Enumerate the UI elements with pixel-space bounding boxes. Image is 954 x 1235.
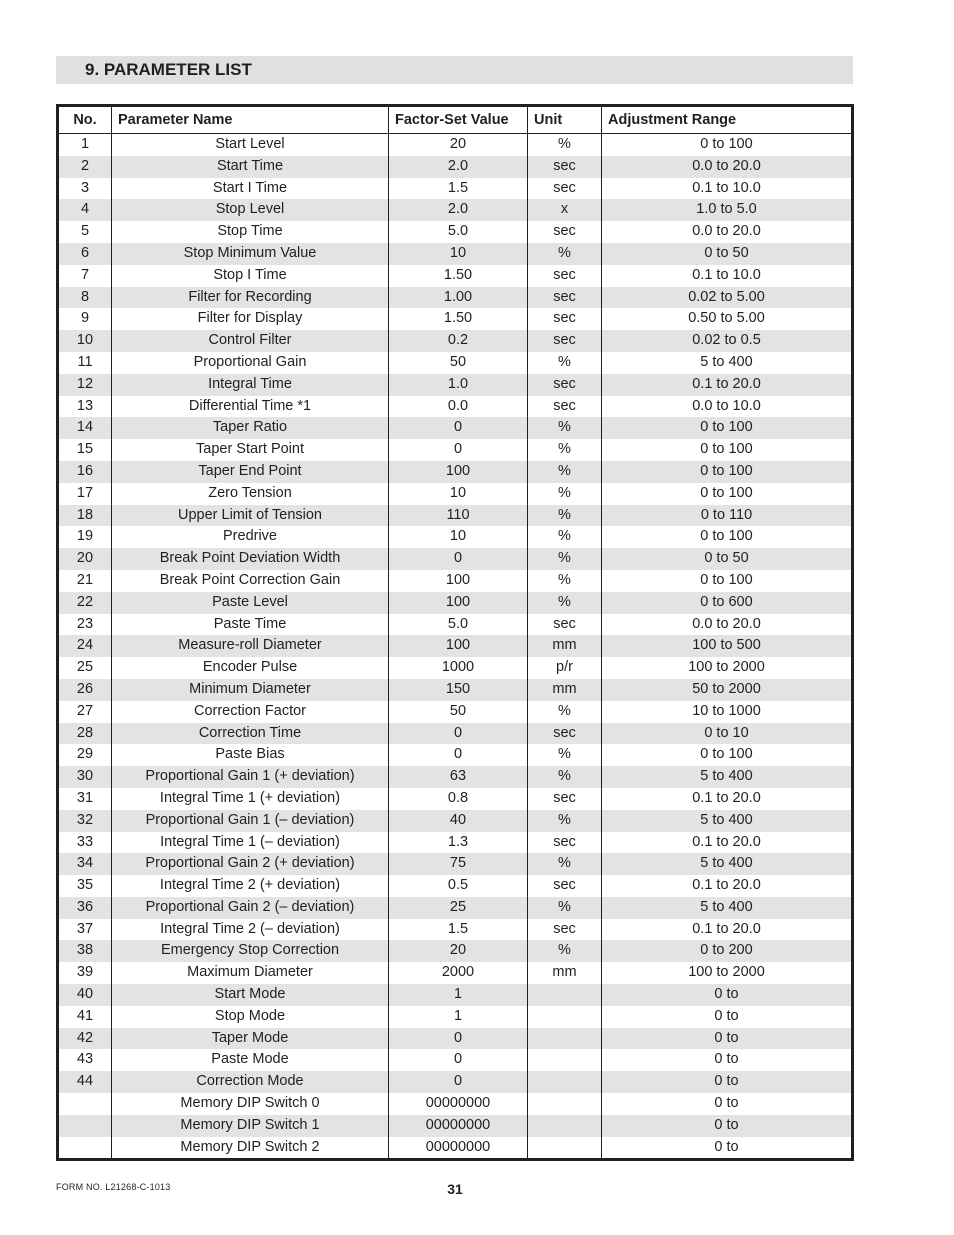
cell-adjustment-range: 50 to 2000 [602,679,853,701]
cell-no: 1 [58,134,112,156]
cell-parameter-name: Stop Mode [112,1006,389,1028]
table-row [58,134,853,156]
cell-parameter-name: Maximum Diameter [112,962,389,984]
cell-factor-set-value: 63 [389,766,528,788]
header-unit: Unit [528,106,602,134]
table-row [58,330,853,352]
cell-parameter-name: Start I Time [112,178,389,200]
cell-no: 14 [58,417,112,439]
cell-unit: % [528,744,602,766]
cell-parameter-name: Differential Time *1 [112,396,389,418]
cell-adjustment-range: 0.0 to 20.0 [602,221,853,243]
cell-no: 28 [58,723,112,745]
cell-unit: sec [528,832,602,854]
cell-no: 42 [58,1028,112,1050]
table-row [58,417,853,439]
header-no: No. [58,106,112,134]
cell-parameter-name: Start Level [112,134,389,156]
table-row [58,265,853,287]
table-row [58,1071,853,1093]
cell-unit [528,1137,602,1160]
cell-no: 8 [58,287,112,309]
cell-unit: sec [528,396,602,418]
cell-factor-set-value: 0 [389,1049,528,1071]
cell-parameter-name: Correction Mode [112,1071,389,1093]
cell-adjustment-range: 5 to 400 [602,810,853,832]
cell-factor-set-value: 00000000 [389,1115,528,1137]
cell-parameter-name: Correction Time [112,723,389,745]
cell-factor-set-value: 1 [389,1006,528,1028]
cell-adjustment-range: 0.1 to 10.0 [602,178,853,200]
cell-unit: sec [528,374,602,396]
cell-factor-set-value: 1.5 [389,919,528,941]
cell-no: 30 [58,766,112,788]
table-row [58,592,853,614]
cell-unit [528,1093,602,1115]
table-row [58,1093,853,1115]
cell-factor-set-value: 110 [389,505,528,527]
cell-parameter-name: Zero Tension [112,483,389,505]
table-row [58,984,853,1006]
cell-adjustment-range: 0.02 to 5.00 [602,287,853,309]
cell-parameter-name: Memory DIP Switch 2 [112,1137,389,1160]
cell-no: 41 [58,1006,112,1028]
cell-no: 27 [58,701,112,723]
cell-adjustment-range: 5 to 400 [602,897,853,919]
cell-no: 16 [58,461,112,483]
cell-unit [528,1115,602,1137]
cell-no: 18 [58,505,112,527]
table-row [58,178,853,200]
cell-adjustment-range: 0.1 to 10.0 [602,265,853,287]
cell-factor-set-value: 2000 [389,962,528,984]
table-row [58,940,853,962]
cell-no: 35 [58,875,112,897]
cell-no: 21 [58,570,112,592]
cell-unit: % [528,505,602,527]
form-number: FORM NO. L21268-C-1013 [56,1182,171,1192]
cell-parameter-name: Paste Level [112,592,389,614]
cell-unit: sec [528,178,602,200]
cell-parameter-name: Taper Ratio [112,417,389,439]
cell-parameter-name: Upper Limit of Tension [112,505,389,527]
cell-unit: % [528,526,602,548]
cell-adjustment-range: 0 to 50 [602,548,853,570]
cell-adjustment-range: 0 to [602,1006,853,1028]
cell-adjustment-range: 0.0 to 20.0 [602,156,853,178]
cell-factor-set-value: 10 [389,483,528,505]
cell-factor-set-value: 50 [389,352,528,374]
cell-unit: sec [528,221,602,243]
cell-parameter-name: Memory DIP Switch 0 [112,1093,389,1115]
cell-adjustment-range: 0.1 to 20.0 [602,788,853,810]
cell-unit: % [528,570,602,592]
section-title: 9. PARAMETER LIST [56,56,853,84]
table-row [58,1137,853,1160]
cell-unit: % [528,134,602,156]
cell-no [58,1115,112,1137]
cell-unit [528,1071,602,1093]
cell-parameter-name: Break Point Deviation Width [112,548,389,570]
cell-no: 43 [58,1049,112,1071]
table-row [58,701,853,723]
cell-factor-set-value: 1.50 [389,308,528,330]
cell-unit: sec [528,156,602,178]
cell-adjustment-range: 0 to [602,1049,853,1071]
cell-adjustment-range: 0 to 10 [602,723,853,745]
cell-unit: sec [528,788,602,810]
cell-parameter-name: Taper End Point [112,461,389,483]
cell-unit: sec [528,265,602,287]
cell-no: 19 [58,526,112,548]
cell-parameter-name: Integral Time 2 (+ deviation) [112,875,389,897]
cell-unit: % [528,940,602,962]
table-row [58,308,853,330]
cell-adjustment-range: 0 to 110 [602,505,853,527]
cell-unit: % [528,483,602,505]
cell-no: 23 [58,614,112,636]
table-row [58,396,853,418]
cell-factor-set-value: 0 [389,548,528,570]
cell-unit: x [528,199,602,221]
cell-parameter-name: Break Point Correction Gain [112,570,389,592]
cell-factor-set-value: 0 [389,417,528,439]
table-row [58,156,853,178]
cell-unit: % [528,701,602,723]
cell-no [58,1093,112,1115]
cell-adjustment-range: 0.0 to 20.0 [602,614,853,636]
cell-no: 20 [58,548,112,570]
cell-unit: mm [528,635,602,657]
cell-factor-set-value: 1.00 [389,287,528,309]
cell-no: 40 [58,984,112,1006]
cell-unit: p/r [528,657,602,679]
cell-no: 37 [58,919,112,941]
table-row [58,766,853,788]
table-row [58,439,853,461]
table-row [58,526,853,548]
cell-parameter-name: Stop Time [112,221,389,243]
cell-parameter-name: Taper Start Point [112,439,389,461]
cell-unit: % [528,592,602,614]
cell-factor-set-value: 0.5 [389,875,528,897]
cell-unit [528,1049,602,1071]
cell-factor-set-value: 0.8 [389,788,528,810]
cell-parameter-name: Stop I Time [112,265,389,287]
cell-factor-set-value: 5.0 [389,614,528,636]
cell-parameter-name: Correction Factor [112,701,389,723]
cell-adjustment-range: 5 to 400 [602,352,853,374]
cell-factor-set-value: 2.0 [389,156,528,178]
cell-no: 39 [58,962,112,984]
table-row [58,875,853,897]
cell-no: 15 [58,439,112,461]
cell-no: 29 [58,744,112,766]
cell-no: 6 [58,243,112,265]
cell-no: 25 [58,657,112,679]
cell-adjustment-range: 0 to 100 [602,417,853,439]
table-row [58,548,853,570]
cell-parameter-name: Emergency Stop Correction [112,940,389,962]
cell-factor-set-value: 10 [389,243,528,265]
cell-no [58,1137,112,1160]
cell-parameter-name: Taper Mode [112,1028,389,1050]
cell-parameter-name: Integral Time 1 (– deviation) [112,832,389,854]
cell-parameter-name: Integral Time 2 (– deviation) [112,919,389,941]
table-row [58,505,853,527]
cell-factor-set-value: 0.2 [389,330,528,352]
cell-factor-set-value: 50 [389,701,528,723]
cell-unit [528,984,602,1006]
cell-adjustment-range: 100 to 2000 [602,962,853,984]
cell-adjustment-range: 0.1 to 20.0 [602,919,853,941]
cell-no: 22 [58,592,112,614]
cell-unit: sec [528,919,602,941]
table-row [58,221,853,243]
cell-parameter-name: Start Time [112,156,389,178]
cell-factor-set-value: 0 [389,1028,528,1050]
cell-parameter-name: Paste Mode [112,1049,389,1071]
cell-no: 5 [58,221,112,243]
cell-parameter-name: Predrive [112,526,389,548]
table-row [58,374,853,396]
cell-no: 24 [58,635,112,657]
cell-adjustment-range: 0 to 100 [602,134,853,156]
cell-unit: % [528,439,602,461]
cell-parameter-name: Measure-roll Diameter [112,635,389,657]
cell-adjustment-range: 0 to [602,1137,853,1160]
cell-no: 10 [58,330,112,352]
cell-no: 36 [58,897,112,919]
table-row [58,635,853,657]
cell-no: 2 [58,156,112,178]
cell-unit: % [528,243,602,265]
cell-adjustment-range: 0.50 to 5.00 [602,308,853,330]
cell-unit: sec [528,614,602,636]
cell-adjustment-range: 0.0 to 10.0 [602,396,853,418]
cell-factor-set-value: 00000000 [389,1093,528,1115]
cell-adjustment-range: 0 to 100 [602,744,853,766]
cell-factor-set-value: 00000000 [389,1137,528,1160]
cell-factor-set-value: 100 [389,592,528,614]
cell-factor-set-value: 1.3 [389,832,528,854]
cell-factor-set-value: 20 [389,940,528,962]
cell-adjustment-range: 0 to 600 [602,592,853,614]
cell-adjustment-range: 0 to [602,1093,853,1115]
cell-adjustment-range: 0 to 200 [602,940,853,962]
cell-no: 17 [58,483,112,505]
cell-adjustment-range: 0 to 50 [602,243,853,265]
cell-adjustment-range: 10 to 1000 [602,701,853,723]
cell-adjustment-range: 0 to [602,1071,853,1093]
cell-unit: mm [528,679,602,701]
cell-unit: mm [528,962,602,984]
cell-unit: % [528,766,602,788]
table-row [58,1115,853,1137]
cell-unit: sec [528,308,602,330]
table-row [58,199,853,221]
cell-no: 33 [58,832,112,854]
header-factor-set-value: Factor-Set Value [389,106,528,134]
cell-no: 7 [58,265,112,287]
cell-factor-set-value: 5.0 [389,221,528,243]
table-header-row [58,106,853,134]
cell-no: 13 [58,396,112,418]
cell-unit: sec [528,875,602,897]
cell-parameter-name: Filter for Recording [112,287,389,309]
cell-factor-set-value: 75 [389,853,528,875]
cell-parameter-name: Stop Minimum Value [112,243,389,265]
cell-parameter-name: Start Mode [112,984,389,1006]
cell-unit: % [528,853,602,875]
table-row [58,1006,853,1028]
table-row [58,1049,853,1071]
table-row [58,744,853,766]
cell-unit: % [528,461,602,483]
cell-factor-set-value: 25 [389,897,528,919]
cell-no: 31 [58,788,112,810]
table-row [58,962,853,984]
cell-parameter-name: Control Filter [112,330,389,352]
cell-factor-set-value: 1.0 [389,374,528,396]
cell-unit: % [528,548,602,570]
cell-parameter-name: Filter for Display [112,308,389,330]
table-row [58,614,853,636]
cell-factor-set-value: 0 [389,723,528,745]
cell-parameter-name: Proportional Gain 1 (+ deviation) [112,766,389,788]
header-parameter-name: Parameter Name [112,106,389,134]
cell-parameter-name: Minimum Diameter [112,679,389,701]
cell-adjustment-range: 0 to [602,1115,853,1137]
cell-factor-set-value: 0.0 [389,396,528,418]
cell-parameter-name: Proportional Gain [112,352,389,374]
table-row [58,810,853,832]
cell-adjustment-range: 0 to 100 [602,570,853,592]
cell-factor-set-value: 100 [389,570,528,592]
cell-no: 44 [58,1071,112,1093]
cell-adjustment-range: 0 to 100 [602,483,853,505]
cell-no: 38 [58,940,112,962]
cell-adjustment-range: 0.1 to 20.0 [602,374,853,396]
page-number: 31 [447,1181,463,1197]
cell-unit: % [528,352,602,374]
cell-factor-set-value: 40 [389,810,528,832]
table-row [58,832,853,854]
cell-factor-set-value: 10 [389,526,528,548]
cell-no: 12 [58,374,112,396]
cell-adjustment-range: 5 to 400 [602,766,853,788]
cell-adjustment-range: 0 to 100 [602,461,853,483]
cell-no: 3 [58,178,112,200]
cell-no: 32 [58,810,112,832]
cell-parameter-name: Proportional Gain 2 (+ deviation) [112,853,389,875]
cell-parameter-name: Encoder Pulse [112,657,389,679]
cell-unit: % [528,417,602,439]
cell-unit [528,1028,602,1050]
cell-factor-set-value: 20 [389,134,528,156]
cell-unit: % [528,897,602,919]
table-row [58,352,853,374]
cell-parameter-name: Stop Level [112,199,389,221]
cell-unit [528,1006,602,1028]
cell-parameter-name: Paste Time [112,614,389,636]
table-row [58,287,853,309]
cell-no: 9 [58,308,112,330]
cell-factor-set-value: 100 [389,461,528,483]
cell-unit: sec [528,330,602,352]
cell-factor-set-value: 1.50 [389,265,528,287]
table-row [58,853,853,875]
table-row [58,657,853,679]
cell-parameter-name: Integral Time 1 (+ deviation) [112,788,389,810]
cell-adjustment-range: 0 to [602,1028,853,1050]
cell-no: 34 [58,853,112,875]
table-row [58,461,853,483]
table-row [58,679,853,701]
cell-adjustment-range: 0 to [602,984,853,1006]
cell-factor-set-value: 0 [389,1071,528,1093]
cell-adjustment-range: 0 to 100 [602,439,853,461]
cell-factor-set-value: 1 [389,984,528,1006]
cell-factor-set-value: 1000 [389,657,528,679]
table-row [58,897,853,919]
cell-adjustment-range: 100 to 500 [602,635,853,657]
table-row [58,919,853,941]
cell-adjustment-range: 1.0 to 5.0 [602,199,853,221]
cell-no: 4 [58,199,112,221]
cell-adjustment-range: 0 to 100 [602,526,853,548]
cell-factor-set-value: 0 [389,744,528,766]
cell-unit: sec [528,723,602,745]
cell-parameter-name: Proportional Gain 1 (– deviation) [112,810,389,832]
cell-adjustment-range: 0.1 to 20.0 [602,875,853,897]
header-adjustment-range: Adjustment Range [602,106,853,134]
table-row [58,1028,853,1050]
cell-parameter-name: Integral Time [112,374,389,396]
cell-adjustment-range: 5 to 400 [602,853,853,875]
cell-no: 11 [58,352,112,374]
cell-parameter-name: Proportional Gain 2 (– deviation) [112,897,389,919]
table-body [58,134,853,1160]
cell-adjustment-range: 0.1 to 20.0 [602,832,853,854]
cell-factor-set-value: 100 [389,635,528,657]
cell-unit: % [528,810,602,832]
cell-factor-set-value: 150 [389,679,528,701]
cell-parameter-name: Memory DIP Switch 1 [112,1115,389,1137]
cell-unit: sec [528,287,602,309]
table-row [58,243,853,265]
table-row [58,788,853,810]
cell-adjustment-range: 0.02 to 0.5 [602,330,853,352]
table-row [58,723,853,745]
cell-no: 26 [58,679,112,701]
cell-factor-set-value: 1.5 [389,178,528,200]
cell-parameter-name: Paste Bias [112,744,389,766]
parameter-table [56,104,854,1161]
table-row [58,570,853,592]
cell-adjustment-range: 100 to 2000 [602,657,853,679]
cell-factor-set-value: 0 [389,439,528,461]
table-row [58,483,853,505]
cell-factor-set-value: 2.0 [389,199,528,221]
